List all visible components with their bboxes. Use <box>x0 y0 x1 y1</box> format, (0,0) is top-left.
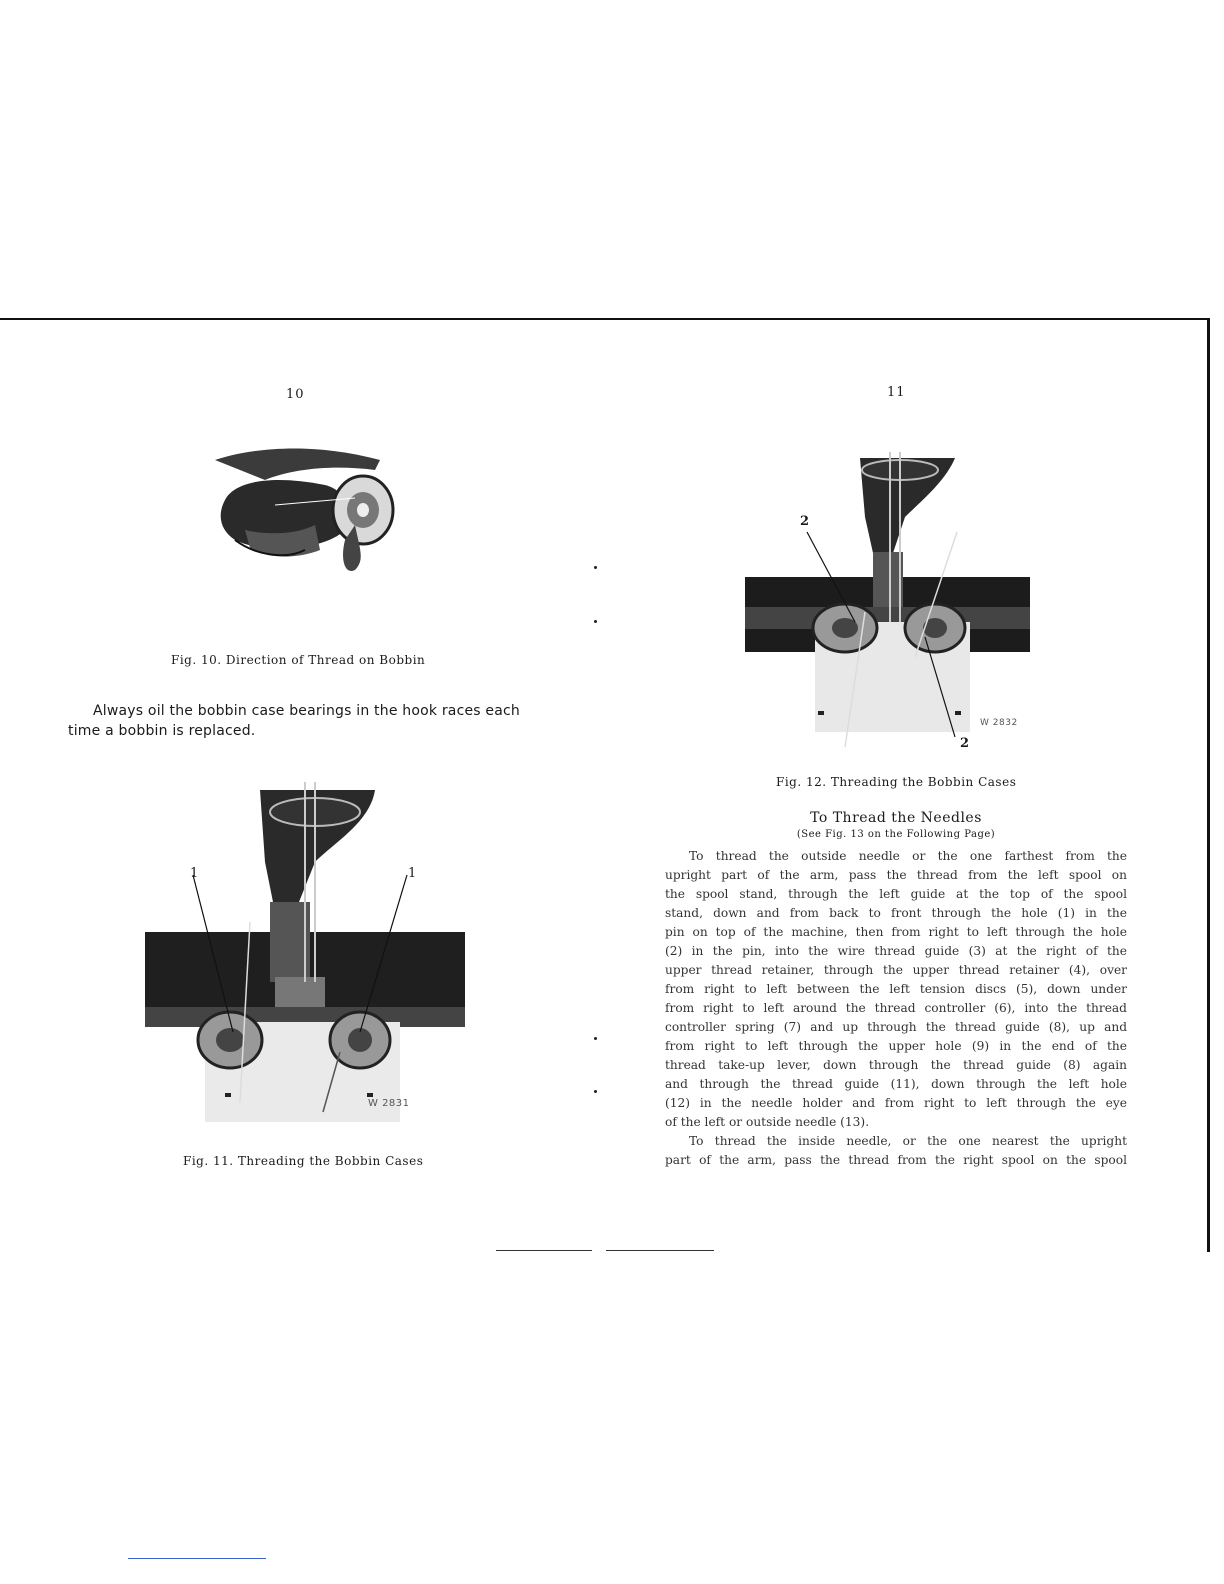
bottom-link-underline <box>128 1558 266 1559</box>
body-line-3: the spool stand, through the left guide at the top of the spool <box>665 887 1127 901</box>
section-subheading: (See Fig. 13 on the Following Page) <box>796 829 996 840</box>
footer-rule-right <box>606 1250 714 1251</box>
body-line-4: stand, down and from back to front through the hole (1) in the <box>665 906 1127 920</box>
oil-paragraph-line-1: Always oil the bobbin case bearings in the hook races each <box>93 703 520 719</box>
fig11-caption: Fig. 11. Threading the Bobbin Cases <box>183 1154 424 1168</box>
body-line-17: part of the arm, pass the thread from the right spool on the spool <box>665 1153 1127 1167</box>
body-line-11: from right to left through the upper hole (9) in the end of the <box>665 1039 1127 1053</box>
body-line-1: To thread the outside needle or the one farthest from the <box>689 849 1127 863</box>
body-line-10: controller spring (7) and up through the thread guide (8), up and <box>665 1020 1127 1034</box>
body-line-15: of the left or outside needle (13). <box>665 1115 870 1129</box>
body-line-7: upper thread retainer, through the upper thread retainer (4), over <box>665 963 1127 977</box>
fig11-code: W 2831 <box>368 1098 410 1109</box>
gutter-speck <box>594 620 597 623</box>
right-page-number: 11 <box>887 385 906 400</box>
left-page-number: 10 <box>286 387 305 402</box>
fig11-callout-right: 1 <box>408 866 417 881</box>
fig10-caption: Fig. 10. Direction of Thread on Bobbin <box>171 653 426 667</box>
oil-paragraph-line-2: time a bobbin is replaced. <box>68 723 256 739</box>
section-heading: To Thread the Needles <box>810 810 982 826</box>
body-line-6: (2) in the pin, into the wire thread guide (3) at the right of the <box>665 944 1127 958</box>
fig12-code: W 2832 <box>980 718 1018 728</box>
body-line-12: thread take-up lever, down through the thread guide (8) again <box>665 1058 1127 1072</box>
gutter-speck <box>594 1037 597 1040</box>
fig10-hand-bobbin-illustration <box>205 440 405 600</box>
body-line-2: upright part of the arm, pass the thread from the left spool on <box>665 868 1127 882</box>
body-line-8: from right to left between the left tension discs (5), down under <box>665 982 1127 996</box>
body-line-14: (12) in the needle holder and from right to left through the eye <box>665 1096 1127 1110</box>
fig12-callout-top: 2 <box>800 514 810 529</box>
fig11-callout-left: 1 <box>190 866 199 881</box>
fig12-caption: Fig. 12. Threading the Bobbin Cases <box>776 775 1017 789</box>
body-line-9: from right to left around the thread controller (6), into the thread <box>665 1001 1127 1015</box>
body-line-13: and through the thread guide (11), down through the left hole <box>665 1077 1127 1091</box>
fig11-bobbin-cases-illustration <box>145 782 465 1122</box>
gutter-speck <box>594 1090 597 1093</box>
fig12-bobbin-cases-illustration <box>745 452 1030 752</box>
body-line-16: To thread the inside needle, or the one nearest the upright <box>689 1134 1127 1148</box>
gutter-speck <box>594 566 597 569</box>
fig12-callout-bottom: 2 <box>960 736 970 751</box>
body-line-5: pin on top of the machine, then from right to left through the hole <box>665 925 1127 939</box>
footer-rule-left <box>496 1250 592 1251</box>
